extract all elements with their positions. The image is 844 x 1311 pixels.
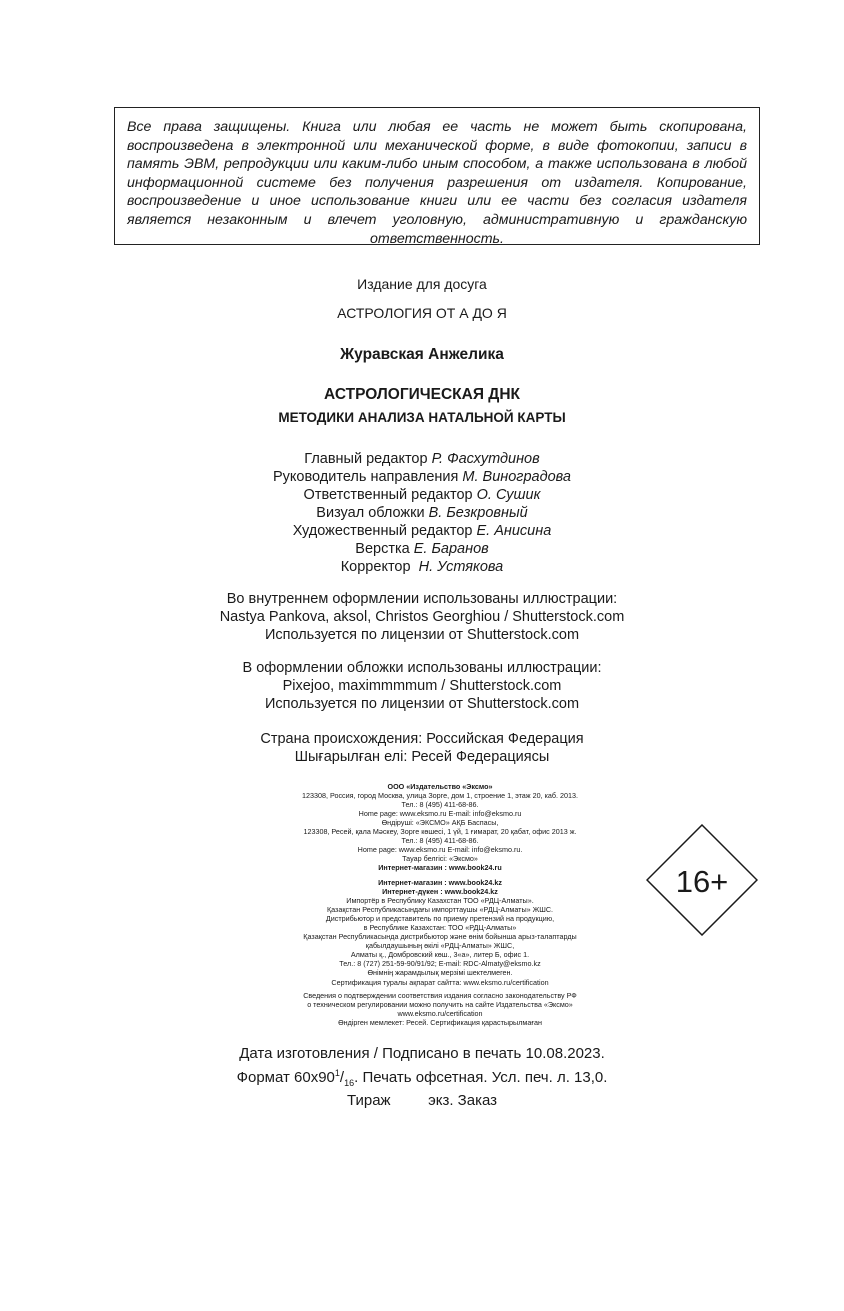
distributor-info: Интернет-магазин : www.book24.kz Интернет-дүкен : www.book24.kz Импортёр в Республику Казахстан ТОО «РДЦ-Алматы». Қазақстан Республикасындағы импорттаушы «РДЦ-Алматы» ЖШС. Дистрибьютор и представитель по приему претензий на продукцию, в Республике Казахстан: ТОО «РДЦ-Алматы» Қазақстан Республикасында дистрибьютор және өнім бойынша арыз-талаптарды қабылдаушының өкілі «РДЦ-Алматы» ЖШС, Алматы қ., Домбровский көш., 3«а», литер Б, офис 1. Тел.: 8 (727) 251-59-90/91/92; E-mail: RDC-Almaty@eksmo.kz Өнімнің жарамдылық мерзімі шектелмеген. Сертификация туралы ақпарат сайтта: www.eksmo.ru/certification — [303, 878, 577, 987]
publisher-info: ООО «Издательство «Эксмо» 123308, Россия, город Москва, улица Зорге, дом 1, строение 1, этаж 20, каб. 2013. Тел.: 8 (495) 411-68-86. Home page: www.eksmo.ru E-mail: info@eksmo.ru Өндіруші: «ЭКСМО» АҚБ Баспасы, 123308, Ресей, қала Мәскеу, Зорге көшесі, 1 үй, 1 ғимарат, 20 қабат, офис 2013 ж. Тел.: 8 (495) 411-68-86. Home page: www.eksmo.ru E-mail: info@eksmo.ru. Тауар белгісі: «Эксмо» Интернет-магазин : www.book24.ru — [302, 782, 578, 873]
credit-line: Верстка Е. Баранов — [355, 541, 489, 557]
print-format: Формат $60х90^1/_{16}$. Печать офсетная. Усл. печ. л. 13,0. — [236, 1067, 608, 1088]
credit-line: Визуал обложки В. Безкровный — [316, 505, 528, 521]
certification-info: Сведения о подтверждении соответствия издания согласно законодательству РФ о техническом регулировании можно получить на сайте Издательства «Эксмо» www.eksmo.ru/certification Өндірген мемлекет: Ресей. Сертификация қарастырылмаған — [303, 991, 577, 1028]
book-title: АСТРОЛОГИЧЕСКАЯ ДНК — [324, 386, 520, 403]
credit-line: Руководитель направления М. Виноградова — [273, 469, 571, 485]
credit-line: Художественный редактор Е. Анисина — [292, 523, 552, 539]
age-rating-label: 16+ — [675, 864, 729, 899]
credit-line: Главный редактор Р. Фасхутдинов — [304, 451, 540, 467]
inner-illustrations-credit: Во внутреннем оформлении использованы иллюстрации: Nastya Pankova, aksol, Christos Georghiou / Shutterstock.com Используется по лицензии от Shutterstock.com — [219, 591, 625, 643]
age-rating-badge — [646, 824, 758, 936]
credit-line: Ответственный редактор О. Сушик — [303, 487, 541, 503]
print-run: Тираж экз. Заказ — [346, 1092, 498, 1109]
country-of-origin: Страна происхождения: Российская Федерация Шығарылған елі: Ресей Федерациясы — [260, 731, 584, 765]
edition-type: Издание для досуга — [357, 276, 487, 292]
production-date: Дата изготовления / Подписано в печать 10.08.2023. — [239, 1045, 605, 1062]
author-name: Журавская Анжелика — [340, 346, 504, 363]
book-subtitle: МЕТОДИКИ АНАЛИЗА НАТАЛЬНОЙ КАРТЫ — [278, 410, 566, 425]
credits-list — [0, 450, 844, 576]
rights-notice-box — [114, 107, 760, 245]
print-info — [0, 1045, 844, 1111]
cover-illustrations-credit: В оформлении обложки использованы иллюстрации: Pixejoo, maximmmmum / Shutterstock.com Используется по лицензии от Shutterstock.com — [242, 660, 602, 712]
rights-notice-text: Все права защищены. Книга или любая ее часть не может быть скопирована, воспроизведена в электронной или механической форме, в виде фотокопии, записи в память ЭВМ, репродукции или каким-либо иным способом, а также использована в любой информационной системе без получения разрешения от издателя. Копирование, воспроизведение и иное использование книги или ее части без согласия издателя является незаконным и влечет уголовную, административную и гражданскую ответственность. — [127, 119, 747, 247]
series-title: АСТРОЛОГИЯ ОТ А ДО Я — [337, 305, 507, 321]
credit-line: Корректор Н. Устякова — [340, 559, 504, 575]
